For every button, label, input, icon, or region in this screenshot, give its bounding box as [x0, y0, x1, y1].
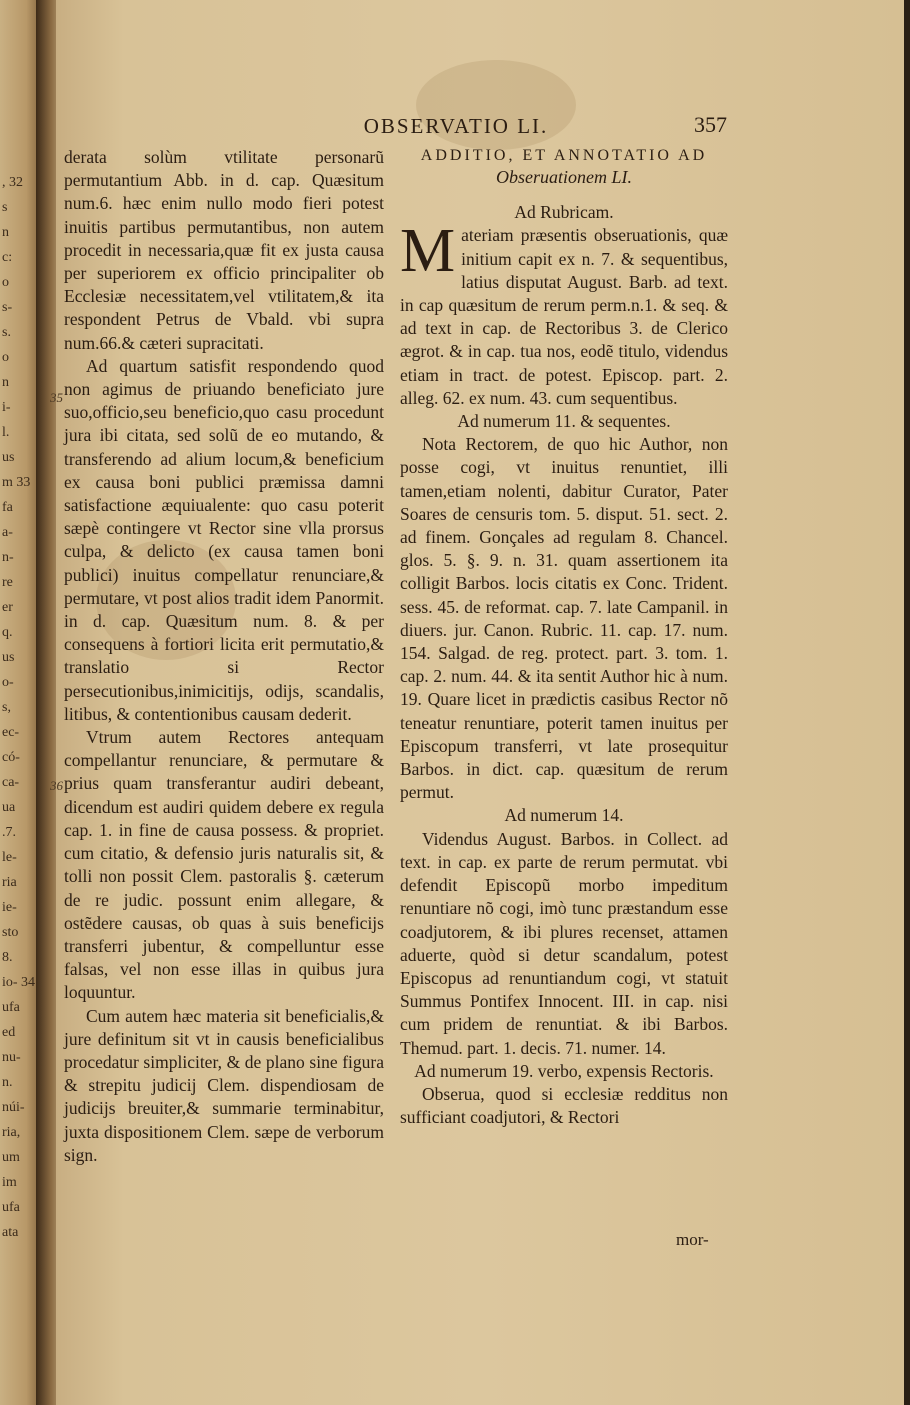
left-page-fragment: ca-	[2, 775, 20, 790]
left-page-fragment: us	[2, 650, 15, 665]
left-page-fragment: .7.	[2, 825, 16, 840]
left-page-fragment: núi-	[2, 1100, 25, 1115]
subsection-title: Ad numerum 14.	[504, 805, 624, 826]
subsection-title: Ad numerum 19. verbo, expensis Rectoris.	[414, 1060, 714, 1081]
left-page-fragment: er	[2, 600, 13, 615]
left-page-fragment: l.	[2, 425, 10, 440]
book-page	[50, 0, 904, 1405]
left-page-fragment: ria	[2, 875, 17, 890]
left-page-fragment: us	[2, 450, 15, 465]
left-page-fragment: s	[2, 200, 8, 215]
left-page-fragment: le-	[2, 850, 17, 865]
page-number: 357	[694, 112, 727, 137]
left-page-fragment: , 32	[2, 175, 23, 190]
left-page-fragment: o-	[2, 675, 14, 690]
left-page-fragment: n	[2, 375, 9, 390]
left-page-fragment: có-	[2, 750, 20, 765]
left-page-fragment: c:	[2, 250, 13, 265]
left-page-fragment: i-	[2, 400, 11, 415]
paragraph: Vtrum autem Rectores antequam compellantur renunciare, & permutare & prius quam transferantur audiri debeant, dicendum est audiri quidem debere ex regula cap. 1. in fine de causa possess. & propriet. cum citatio, & defensio juris naturalis sit, & tolli non possit Clem. pastoralis §. cæterum de re judic. possunt enim allegare, & ostẽdere causas, ob quas à suis beneficijs transferri jubentur, & compelluntur esse falsas, vel non esse illas in quibus jura loquuntur.	[64, 727, 384, 1003]
left-page-fragment: n-	[2, 550, 14, 565]
drop-capital: M	[400, 217, 456, 286]
left-page-fragment: ata	[2, 1225, 19, 1240]
rubric-title: Ad Rubricam.	[514, 202, 614, 223]
catchword: mor-	[676, 1230, 709, 1249]
margin-number: 35	[50, 390, 63, 405]
subsection-title: Ad numerum 11. & sequentes.	[457, 411, 671, 432]
left-page-fragment: s.	[2, 325, 11, 340]
paragraph: Cum autem hæc materia sit beneficialis,& jure definitum sit vt in causis beneficialibus procedatur simpliciter, & de plano sine figura & strepitu judicij Clem. dispendiosam de judicijs breuiter,& summarie terminabitur, juxta dispositionem Clem. sæpe de verborum sign.	[64, 1005, 384, 1165]
paragraph: Videndus August. Barbos. in Collect. ad text. in cap. ex parte de rerum permutat. vbi defendit Episcopũ morbo impeditum renuntiare nõ cogi, imò tunc præstandum esse coadjutorem, & ibi plures recenset, attamen aduerte, quòd si detur scandalum, potest Episcopus ad renuntiandum cogi, vt statuit Summus Pontifex Innocent. III. in cap. nisi cum pridem de renuntiat. & ibi Barbos. Themud. part. 1. decis. 71. numer. 14.	[400, 828, 728, 1058]
left-page-fragment: m 33	[2, 475, 31, 490]
left-page-fragment: 8.	[2, 950, 13, 965]
section-heading: ADDITIO, ET ANNOTATIO AD	[420, 147, 708, 164]
margin-number: 36	[50, 778, 63, 793]
paragraph: Nota Rectorem, de quo hic Author, non posse cogi, vt inuitus renuntiet, illi tamen,etiam nolenti, dabitur Curator, Pater Soares de censuris tom. 5. disput. 51. sect. 2. ad finem. Gonçales ad regulam 8. Chancel. glos. 5. §. 9. n. 31. quam assertionem ita colligit Barbos. locis citatis ex Conc. Trident. sess. 45. de reformat. cap. 7. late Campanil. in diuers. jur. Canon. Rubric. 11. cap. 17. num. 154. Salgad. de reg. protect. part. 3. tom. 1. cap. 2. num. 44. & ita sentit Author hic à num. 19. Quare licet in prædictis casibus Rector nõ teneatur renuntiare, poterit tamen inuitus per Episcopum transferri, vt late prosequitur Barbos. in dict. cap. quæsitum de rerum permut.	[400, 434, 728, 803]
left-page-fragment: re	[2, 575, 13, 590]
left-page-fragment: ed	[2, 1025, 16, 1040]
left-page-fragment: n.	[2, 1075, 13, 1090]
left-page-fragment: ufa	[2, 1000, 20, 1015]
left-page-fragment: s,	[2, 700, 11, 715]
paragraph	[400, 217, 728, 410]
left-page-fragment: ie-	[2, 900, 17, 915]
paragraph: Obserua, quod si ecclesiæ redditus non sufficiant coadjutori, & Rectori	[400, 1083, 728, 1128]
running-head: OBSERVATIO LI.	[363, 114, 549, 138]
left-column	[64, 146, 384, 1167]
left-page-fragment: io- 34	[2, 975, 36, 990]
left-page-fragment: o	[2, 275, 9, 290]
left-page-fragment: im	[2, 1175, 17, 1190]
left-page-fragment: ufa	[2, 1200, 20, 1215]
left-page-fragment: nu-	[2, 1050, 21, 1065]
paragraph: Ad quartum satisfit respondendo quod non agimus de priuando beneficiato jure suo,officio,seu beneficio,quo casu procedunt jura ibi citata, sed solũ de eo mutando, & transferendo ad alium locum,& beneficium ex causa boni publici præmissa damni satisfactione æquiualente: quo casu poterit sæpè contingere vt Rector sine vlla prorsus culpa, & delicto (ex causa tamen boni publici) inuitus compellatur renunciare,& permutare, vt post alios tradit idem Panormit. in d. cap. Quæsitum num. 8. & per consequens à fortiori licita erit permutatio,& translatio si Rector persecutionibus,inimicitijs, odijs, scandalis, litibus, & contentionibus causam dederit.	[64, 355, 384, 724]
right-column	[400, 146, 728, 1129]
left-page-fragment: sto	[2, 925, 19, 940]
left-page-fragment: fa	[2, 500, 13, 515]
left-page-fragment: ria,	[2, 1125, 21, 1140]
section-subheading: Obseruationem LI.	[496, 167, 632, 187]
left-page-fragment: q.	[2, 625, 13, 640]
left-page-fragment: s-	[2, 300, 13, 315]
paragraph: derata solùm vtilitate personarũ permutantium Abb. in d. cap. Quæsitum num.6. hæc enim nullo modo fieri potest inuitis partibus permutantibus, non autem procedit in necessaria,quæ fit ex justa causa per superiorem ex officio principaliter ob Ecclesiæ necessitatem,vel vtilitatem,& ita respondent Petrus de Vbald. vbi supra num.66.& cæteri supracitati.	[64, 147, 384, 353]
paragraph-text: ateriam præsentis obseruationis, quæ initium capit ex n. 7. & sequentibus, latius disputat August. Barb. ad text. in cap quæsitum de rerum perm.n.1. & seq. & ad text in cap. de Rectoribus 3. de Clerico ægrot. & in cap. tua nos, eodẽ titulo, videndus etiam in tract. de potest. Episcop. part. 2. alleg. 62. ex num. 43. cum sequentibus.	[400, 225, 728, 408]
left-page-fragment: o	[2, 350, 9, 365]
left-page-fragment: um	[2, 1150, 20, 1165]
left-page-fragment: ua	[2, 800, 16, 815]
left-page-fragment: n	[2, 225, 9, 240]
left-page-fragment: a-	[2, 525, 13, 540]
left-page-fragment: ec-	[2, 725, 20, 740]
